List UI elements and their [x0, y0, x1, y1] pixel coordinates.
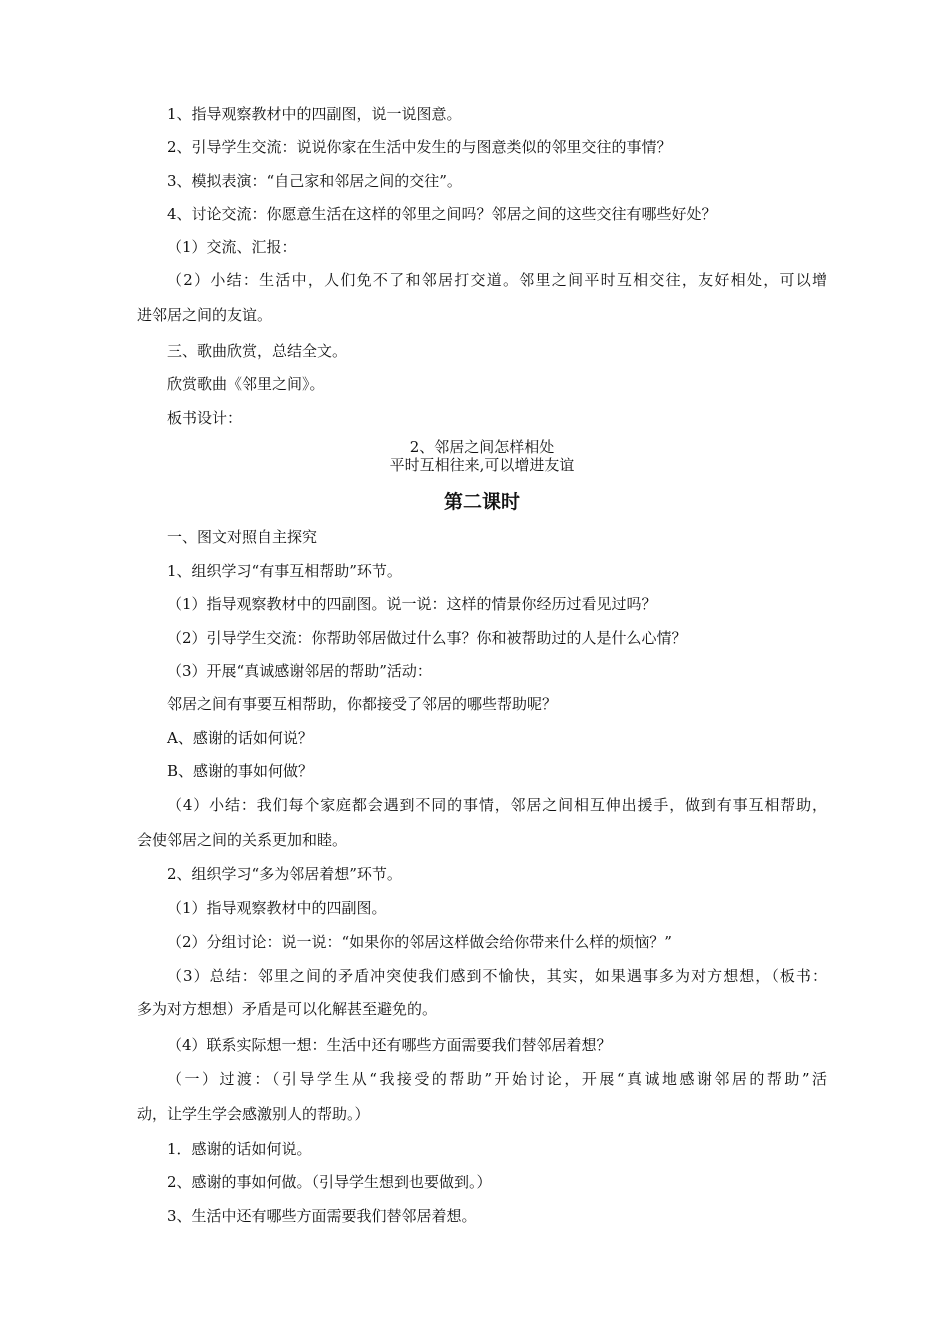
paragraph-line: 邻居之间有事要互相帮助，你都接受了邻居的哪些帮助呢？ [167, 695, 558, 713]
paragraph-line: A、感谢的话如何说？ [167, 729, 313, 747]
paragraph-line: 欣赏歌曲《邻里之间》。 [167, 375, 325, 393]
paragraph-line: 2、组织学习“多为邻居着想”环节。 [167, 865, 402, 883]
board-design-line: 2、邻居之间怎样相处 [409, 438, 555, 456]
paragraph-line: 4、讨论交流：你愿意生活在这样的邻里之间吗？邻居之间的这些交往有哪些好处？ [167, 205, 717, 223]
paragraph-line: （3）开展“真诚感谢邻居的帮助”活动： [167, 662, 432, 680]
paragraph-line: 1、指导观察教材中的四副图，说一说图意。 [167, 105, 462, 123]
paragraph-line: B、感谢的事如何做？ [167, 762, 314, 780]
paragraph-line: 动，让学生学会感激别人的帮助。） [137, 1105, 370, 1123]
paragraph-line: 2、引导学生交流：说说你家在生活中发生的与图意类似的邻里交往的事情？ [167, 138, 672, 156]
lesson-title: 第二课时 [443, 491, 520, 513]
board-design-line: 平时互相往来,可以增进友谊 [389, 456, 575, 474]
paragraph-line: （1）指导观察教材中的四副图。说一说：这样的情景你经历过看见过吗？ [167, 595, 657, 613]
paragraph-line: （2）分组讨论：说一说：“如果你的邻居这样做会给你带来什么样的烦恼？” [167, 933, 672, 951]
paragraph-line: 3、生活中还有哪些方面需要我们替邻居着想。 [167, 1207, 477, 1225]
paragraph-line: （1）指导观察教材中的四副图。 [167, 899, 387, 917]
paragraph-line: （1）交流、汇报： [167, 238, 297, 256]
paragraph-line: 1．感谢的话如何说。 [167, 1140, 312, 1158]
paragraph-line: （4）联系实际想一想：生活中还有哪些方面需要我们替邻居着想？ [167, 1036, 612, 1054]
paragraph-line: （一）过渡：（引导学生从“我接受的帮助”开始讨论，开展“真诚地感谢邻居的帮助”活 [167, 1070, 827, 1088]
paragraph-line: 多为对方想想）矛盾是可以化解甚至避免的。 [137, 1000, 438, 1018]
paragraph-line: 2、感谢的事如何做。（引导学生想到也要做到。） [167, 1173, 492, 1191]
paragraph-line: 1、组织学习“有事互相帮助”环节。 [167, 562, 402, 580]
paragraph-line: （4）小结：我们每个家庭都会遇到不同的事情，邻居之间相互伸出援手，做到有事互相帮助， [167, 796, 827, 814]
paragraph-line: （2）小结：生活中，人们免不了和邻居打交道。邻里之间平时互相交往，友好相处，可以增 [167, 271, 827, 289]
section-heading: 三、歌曲欣赏，总结全文。 [167, 342, 348, 360]
paragraph-line: 会使邻居之间的关系更加和睦。 [137, 831, 348, 849]
section-heading: 一、图文对照自主探究 [167, 528, 318, 546]
paragraph-line: 进邻居之间的友谊。 [137, 306, 273, 324]
paragraph-line: 板书设计： [167, 409, 243, 427]
paragraph-line: 3、模拟表演：“自己家和邻居之间的交往”。 [167, 172, 462, 190]
paragraph-line: （2）引导学生交流：你帮助邻居做过什么事？你和被帮助过的人是什么心情？ [167, 629, 687, 647]
paragraph-line: （3）总结：邻里之间的矛盾冲突使我们感到不愉快，其实，如果遇事多为对方想想，（板书： [167, 967, 827, 985]
